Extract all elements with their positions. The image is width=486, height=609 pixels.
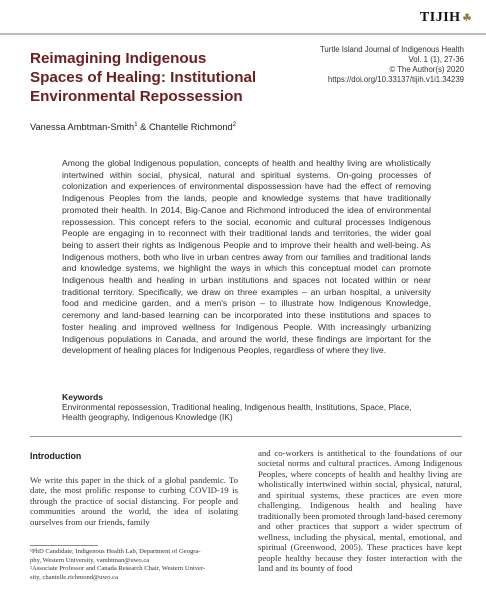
footnote-line-2: phy, Western University, vambtman@uwo.ca <box>30 556 150 564</box>
volume-pages: Vol. 1 (1), 27-36 <box>408 55 464 64</box>
section-divider <box>30 436 462 437</box>
author-1: Vanessa Ambtman-Smith <box>30 122 135 132</box>
footnote-line-3: ²Associate Professor and Canada Research Chair, Western Univer- <box>30 565 206 573</box>
intro-paragraph-right: and co-workers is antithetical to the foundations of our societal norms and cultural practices. Among Indigenous Peoples, where concepts of health and healthy living are wholistically intertwined within social, physical, natural, and spiritual systems, these practices are even more challenging. Indigenous health and healing have traditionally been promoted through land-based ceremony and other practices that support a wider spectrum of wellness, including the physical, mental, emotional, and spiritual (Greenwood, 2005). These practices have kept people healthy because they foster interaction with the land and its bounty of food <box>258 448 462 573</box>
author-2: Chantelle Richmond <box>148 122 233 132</box>
intro-paragraph-left: We write this paper in the thick of a global pandemic. To date, the most prolific response to curbing COVID-19 is through the practice of social distancing. For people and communities around the world, the idea of isolating ourselves from our friends, family <box>30 475 238 527</box>
footnotes <box>30 548 240 583</box>
copyright: © The Author(s) 2020 <box>389 65 464 74</box>
abstract-text: Among the global Indigenous population, concepts of health and healthy living are wholistically intertwined within social, physical, natural and spiritual systems. On-going processes of colonization and experiences of environmental dispossession have had the effect of removing Indigenous Peoples from the lands, people and knowledge systems that have traditionally promoted their health. In 2014, Big-Canoe and Richmond introduced the idea of environmental repossession. This concept refers to the social, economic and cultural processes Indigenous People are engaging in to reconnect with their traditional lands and territories, the wider goal being to assert their rights as Indigenous People and to improve their health and well-being. As Indigenous mothers, both who live in urban centres away from our families and traditional lands and knowledge systems, we highlight the ways in which this conceptual model can promote Indigenous health and healing in urban institutions and spaces not located within or near traditional territory. Specifically, we draw on three examples – an urban hospital, a university food and medicine garden, and a men's prison – to illustrate how Indigenous Knowledge, ceremony and land-based learning can be incorporated into these institutions and spaces to foster healing and improved wellness for Indigenous People. With increasingly urbanizing Indigenous populations in Canada, and around the world, these findings are important for the development of healing places for Indigenous Peoples, regardless of where they live. <box>62 158 431 356</box>
abstract <box>62 158 431 357</box>
body-column-left <box>30 475 238 527</box>
journal-name: Turtle Island Journal of Indigenous Health <box>319 45 464 54</box>
journal-logo-text: TIJIH <box>419 10 461 25</box>
header-rule <box>0 33 486 35</box>
footnote-line-1: ¹PhD Candidate, Indigenous Health Lab, Department of Geogra- <box>30 548 201 555</box>
logo-leaf-icon: ☘ <box>462 13 472 24</box>
title-line-1: Reimagining Indigenous <box>30 50 207 67</box>
footnote-rule <box>30 545 98 546</box>
title-line-2: Spaces of Healing: Institutional <box>30 69 257 86</box>
author-joiner: & <box>137 122 149 132</box>
introduction-heading: Introduction <box>30 451 82 461</box>
keywords-heading: Keywords <box>62 392 104 402</box>
body-column-right <box>258 448 462 573</box>
doi-link[interactable]: https://doi.org/10.33137/tijih.v1i1.34239 <box>327 75 464 84</box>
title-line-3: Environmental Repossession <box>30 88 243 105</box>
article-title <box>30 49 266 106</box>
author-1-affil: 1 <box>134 122 138 128</box>
author-2-affil: 2 <box>232 122 236 128</box>
journal-meta <box>320 45 464 85</box>
journal-logo <box>420 10 472 26</box>
author-line <box>30 122 236 132</box>
footnote-line-4: sity, chantelle.richmond@uwo.ca <box>30 574 119 582</box>
keywords-text: Environmental repossession, Traditional healing, Indigenous health, Institutions, Space, Place, Health geography, Indigenous Knowledge (IK) <box>62 402 412 423</box>
